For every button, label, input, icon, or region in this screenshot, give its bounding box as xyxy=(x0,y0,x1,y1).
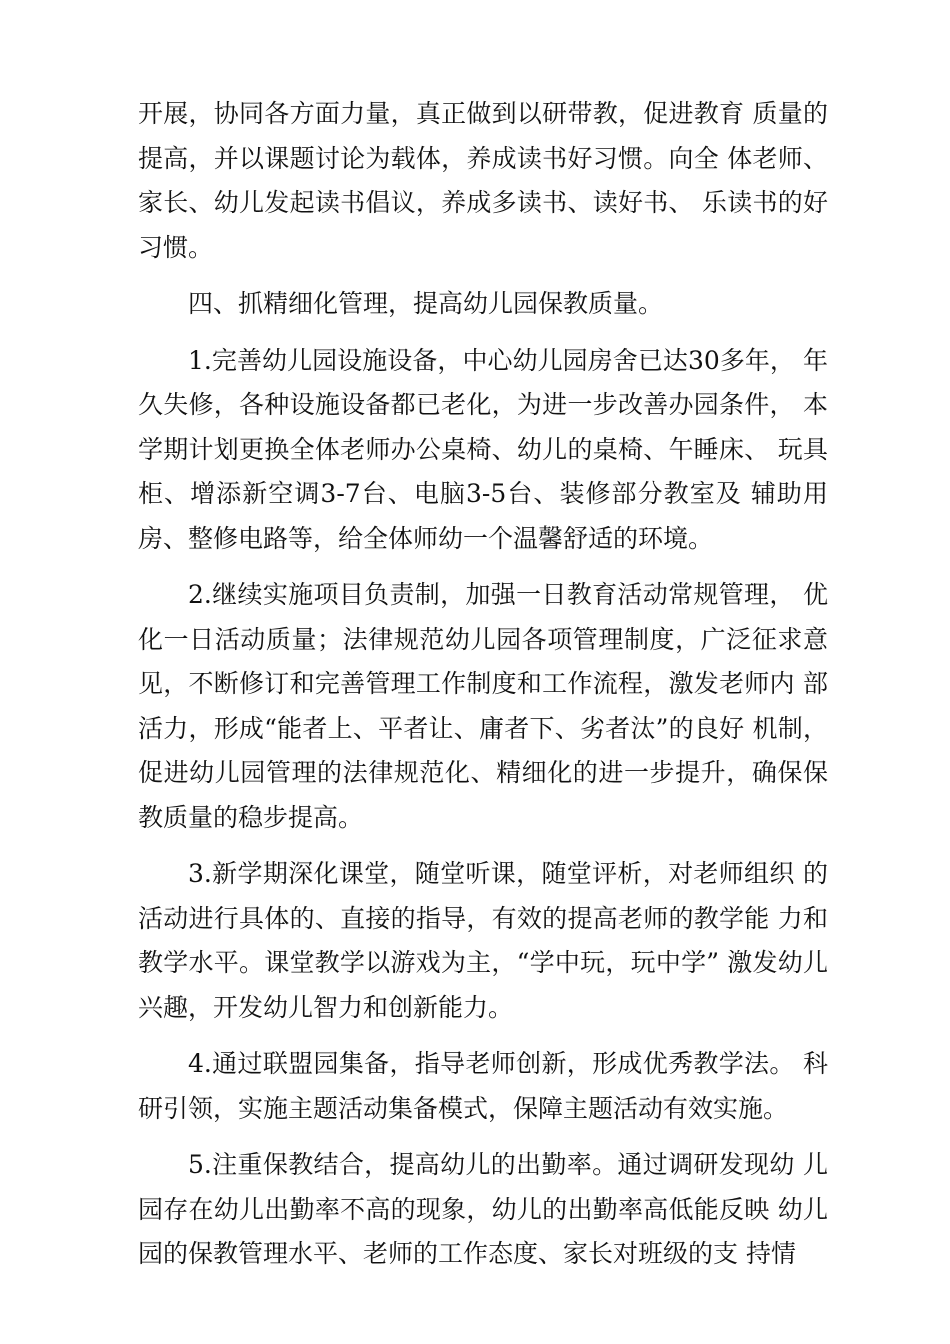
paragraph-item-1: 1.完善幼儿园设施设备，中心幼儿园房舍已达30多年， 年久失修，各种设施设备都已老化，为进一步改善办园条件， 本学期计划更换全体老师办公桌椅、幼儿的桌椅、午睡床、 玩具柜、增添新空调3-7台、电脑3-5台、装修部分教室及 辅助用房、整修电路等，给全体师幼一个温馨舒适的环境。 xyxy=(138,345,828,553)
paragraph-item-3: 3.新学期深化课堂，随堂听课，随堂评析，对老师组织 的活动进行具体的、直接的指导，有效的提高老师的教学能 力和教学水平。课堂教学以游戏为主，“学中玩，玩中学” 激发幼儿兴趣，开发幼儿智力和创新能力。 xyxy=(138,859,828,1022)
paragraph-item-2: 2.继续实施项目负责制，加强一日教育活动常规管理， 优化一日活动质量；法律规范幼儿园各项管理制度，广泛征求意见，不断修订和完善管理工作制度和工作流程，激发老师内 部活力，形成“能者上、平者让、庸者下、劣者汰”的良好 机制，促进幼儿园管理的法律规范化、精细化的进一步提升，确保保教质量的稳步提高。 xyxy=(138,580,828,832)
document-body xyxy=(138,92,828,1277)
section-heading: 四、抓精细化管理，提高幼儿园保教质量。 xyxy=(188,289,664,318)
paragraph-item-4: 4.通过联盟园集备，指导老师创新，形成优秀教学法。 科研引领，实施主题活动集备模式，保障主题活动有效实施。 xyxy=(138,1049,828,1123)
paragraph-continuation: 开展，协同各方面力量，真正做到以研带教，促进教育 质量的提高，并以课题讨论为载体，养成读书好习惯。向全 体老师、家长、幼儿发起读书倡议，养成多读书、读好书、 乐读书的好习惯。 xyxy=(138,99,828,262)
paragraph-item-5: 5.注重保教结合，提高幼儿的出勤率。通过调研发现幼 儿园存在幼儿出勤率不高的现象，幼儿的出勤率高低能反映 幼儿园的保教管理水平、老师的工作态度、家长对班级的支 持情 xyxy=(138,1150,828,1268)
